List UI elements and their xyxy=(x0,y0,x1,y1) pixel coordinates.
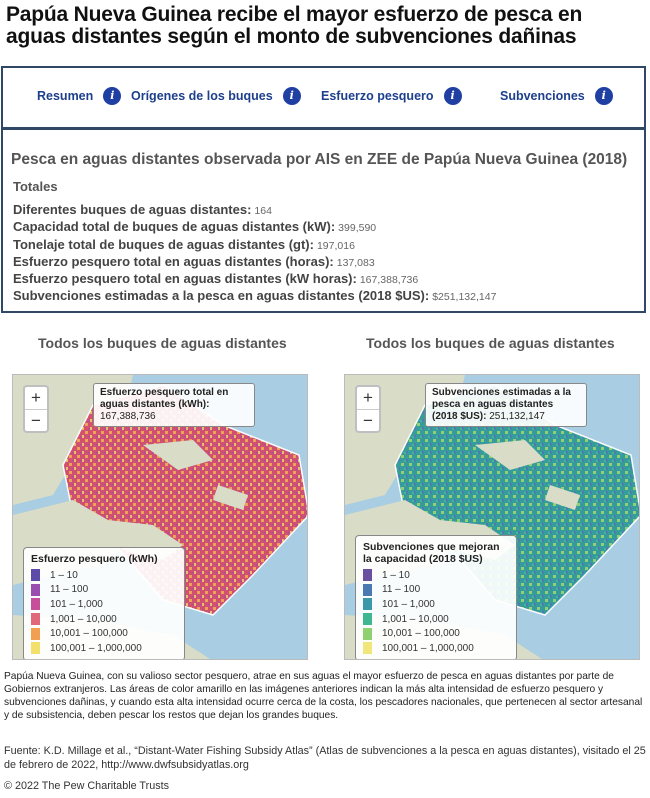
stat-value: $251,132,147 xyxy=(432,291,497,304)
tab-resumen[interactable] xyxy=(37,87,121,105)
tab-label: Subvenciones xyxy=(500,89,585,103)
info-icon[interactable]: i xyxy=(595,87,613,105)
legend-swatch xyxy=(31,628,40,640)
stat-label: Tonelaje total de buques de aguas distantes (gt): xyxy=(13,236,314,252)
legend-row xyxy=(363,597,509,612)
subsidy-total-value: 251,132,147 xyxy=(489,411,545,422)
legend-range: 1 – 10 xyxy=(382,569,410,581)
tab-subvenciones[interactable] xyxy=(500,87,613,105)
stat-value: 197,016 xyxy=(316,239,355,252)
legend-row xyxy=(363,641,509,656)
tab-bar xyxy=(3,68,644,130)
legend-range: 1,001 – 10,000 xyxy=(382,613,449,625)
effort-legend xyxy=(23,547,185,660)
legend-range: 1,001 – 10,000 xyxy=(50,613,117,625)
stat-value: 164 xyxy=(254,205,272,217)
zoom-control xyxy=(355,385,381,433)
tab-label: Orígenes de los buques xyxy=(131,89,273,103)
stat-label: Diferentes buques de aguas distantes: xyxy=(13,202,252,217)
legend-range: 11 – 100 xyxy=(382,584,421,596)
stat-row xyxy=(13,236,633,253)
subsidy-map[interactable] xyxy=(344,374,640,660)
figure-caption: Papúa Nueva Guinea, con su valioso sector pesquero, atrae en sus aguas el mayor esfuerzo de pesca en aguas distantes por parte de Gobiernos extranjeros. Las áreas de color amarillo en las imágenes anteriores indican la más alta intensidad de esfuerzo pesquero y subvenciones dañinas, y cuando esta alta intensidad ocurre cerca de la costa, los pescadores nacionales, que pertenecen al sector artesanal y de subsistencia, deben pescar los restos que dejan los grandes buques. xyxy=(4,671,643,721)
legend-swatch xyxy=(363,584,372,596)
stat-value: 167,388,736 xyxy=(359,274,419,287)
legend-range: 10,001 – 100,000 xyxy=(382,628,460,640)
tab-origenes[interactable] xyxy=(131,87,301,105)
info-icon[interactable]: i xyxy=(103,87,121,105)
legend-swatch xyxy=(363,598,372,610)
zoom-out-button[interactable]: − xyxy=(25,409,47,431)
zoom-in-button[interactable]: + xyxy=(363,388,373,407)
source-note: Fuente: K.D. Millage et al., “Distant-Water Fishing Subsidy Atlas” (Atlas de subvenciones a la pesca en aguas distantes), visitado el 25 de febrero de 2022, http://www.dwfsubsidyatlas.org xyxy=(4,745,646,771)
map-heading-effort: Todos los buques de aguas distantes xyxy=(38,335,287,351)
stat-row xyxy=(13,287,633,304)
legend-swatch xyxy=(363,642,372,654)
legend-row xyxy=(363,568,509,583)
effort-map[interactable] xyxy=(12,374,308,660)
zoom-control xyxy=(23,385,49,433)
summary-title: Pesca en aguas distantes observada por AIS en ZEE de Papúa Nueva Guinea (2018) xyxy=(11,151,628,168)
legend-swatch xyxy=(31,584,40,596)
copyright: © 2022 The Pew Charitable Trusts xyxy=(4,780,169,792)
stat-value: 399,590 xyxy=(338,222,377,235)
legend-row xyxy=(31,612,177,627)
legend-range: 101 – 1,000 xyxy=(50,598,103,610)
map-heading-subsidies: Todos los buques de aguas distantes xyxy=(366,335,615,351)
stat-value: 137,083 xyxy=(336,256,375,269)
legend-swatch xyxy=(31,569,40,581)
stat-label: Esfuerzo pesquero total en aguas distantes (horas): xyxy=(13,253,334,269)
stat-label: Capacidad total de buques de aguas distantes (kW): xyxy=(13,219,336,235)
effort-total-value: 167,388,736 xyxy=(100,411,156,422)
legend-row xyxy=(363,612,509,627)
legend-swatch xyxy=(31,613,40,625)
subsidy-total-box xyxy=(425,383,587,427)
tab-label: Esfuerzo pesquero xyxy=(321,89,434,103)
legend-row xyxy=(363,583,509,598)
legend-row xyxy=(31,568,177,583)
zoom-in-button[interactable]: + xyxy=(31,388,41,407)
stat-label: Esfuerzo pesquero total en aguas distantes (kW horas): xyxy=(13,271,357,287)
legend-swatch xyxy=(31,598,40,610)
legend-range: 10,001 – 100,000 xyxy=(50,628,128,640)
legend-range: 1 – 10 xyxy=(50,569,78,581)
legend-title: Subvenciones que mejoran la capacidad (2018 $US) xyxy=(363,541,500,565)
legend-range: 100,001 – 1,000,000 xyxy=(50,642,142,654)
stat-row xyxy=(13,253,633,270)
stat-row xyxy=(13,201,633,218)
summary-panel xyxy=(1,66,646,313)
legend-row xyxy=(31,597,177,612)
legend-row xyxy=(363,626,509,641)
legend-range: 100,001 – 1,000,000 xyxy=(382,642,474,654)
stat-row xyxy=(13,270,633,287)
subsidy-total-label: Subvenciones estimadas a la pesca en aguas distantes (2018 $US): xyxy=(432,387,571,422)
summary-subtitle: Totales xyxy=(13,179,58,194)
info-icon[interactable]: i xyxy=(283,87,301,105)
legend-swatch xyxy=(363,569,372,581)
page-headline: Papúa Nueva Guinea recibe el mayor esfuerzo de pesca en aguas distantes según el monto de subvenciones dañinas xyxy=(6,3,583,48)
effort-total-box xyxy=(93,383,255,427)
legend-range: 11 – 100 xyxy=(50,584,89,596)
tab-label: Resumen xyxy=(37,89,94,103)
subsidy-legend xyxy=(355,535,517,660)
legend-row xyxy=(31,583,177,598)
legend-title: Esfuerzo pesquero (kWh) xyxy=(31,553,158,565)
legend-swatch xyxy=(363,613,372,625)
legend-range: 101 – 1,000 xyxy=(382,598,435,610)
stats-list xyxy=(13,201,633,305)
stat-row xyxy=(13,218,633,235)
tab-esfuerzo[interactable] xyxy=(321,87,462,105)
legend-row xyxy=(31,641,177,656)
legend-row xyxy=(31,626,177,641)
effort-total-label: Esfuerzo pesquero total en aguas distantes (kWh): xyxy=(100,387,229,410)
legend-swatch xyxy=(31,642,40,654)
legend-swatch xyxy=(363,628,372,640)
stat-label: Subvenciones estimadas a la pesca en aguas distantes (2018 $US): xyxy=(13,288,430,304)
zoom-out-button[interactable]: − xyxy=(357,409,379,431)
info-icon[interactable]: i xyxy=(444,87,462,105)
